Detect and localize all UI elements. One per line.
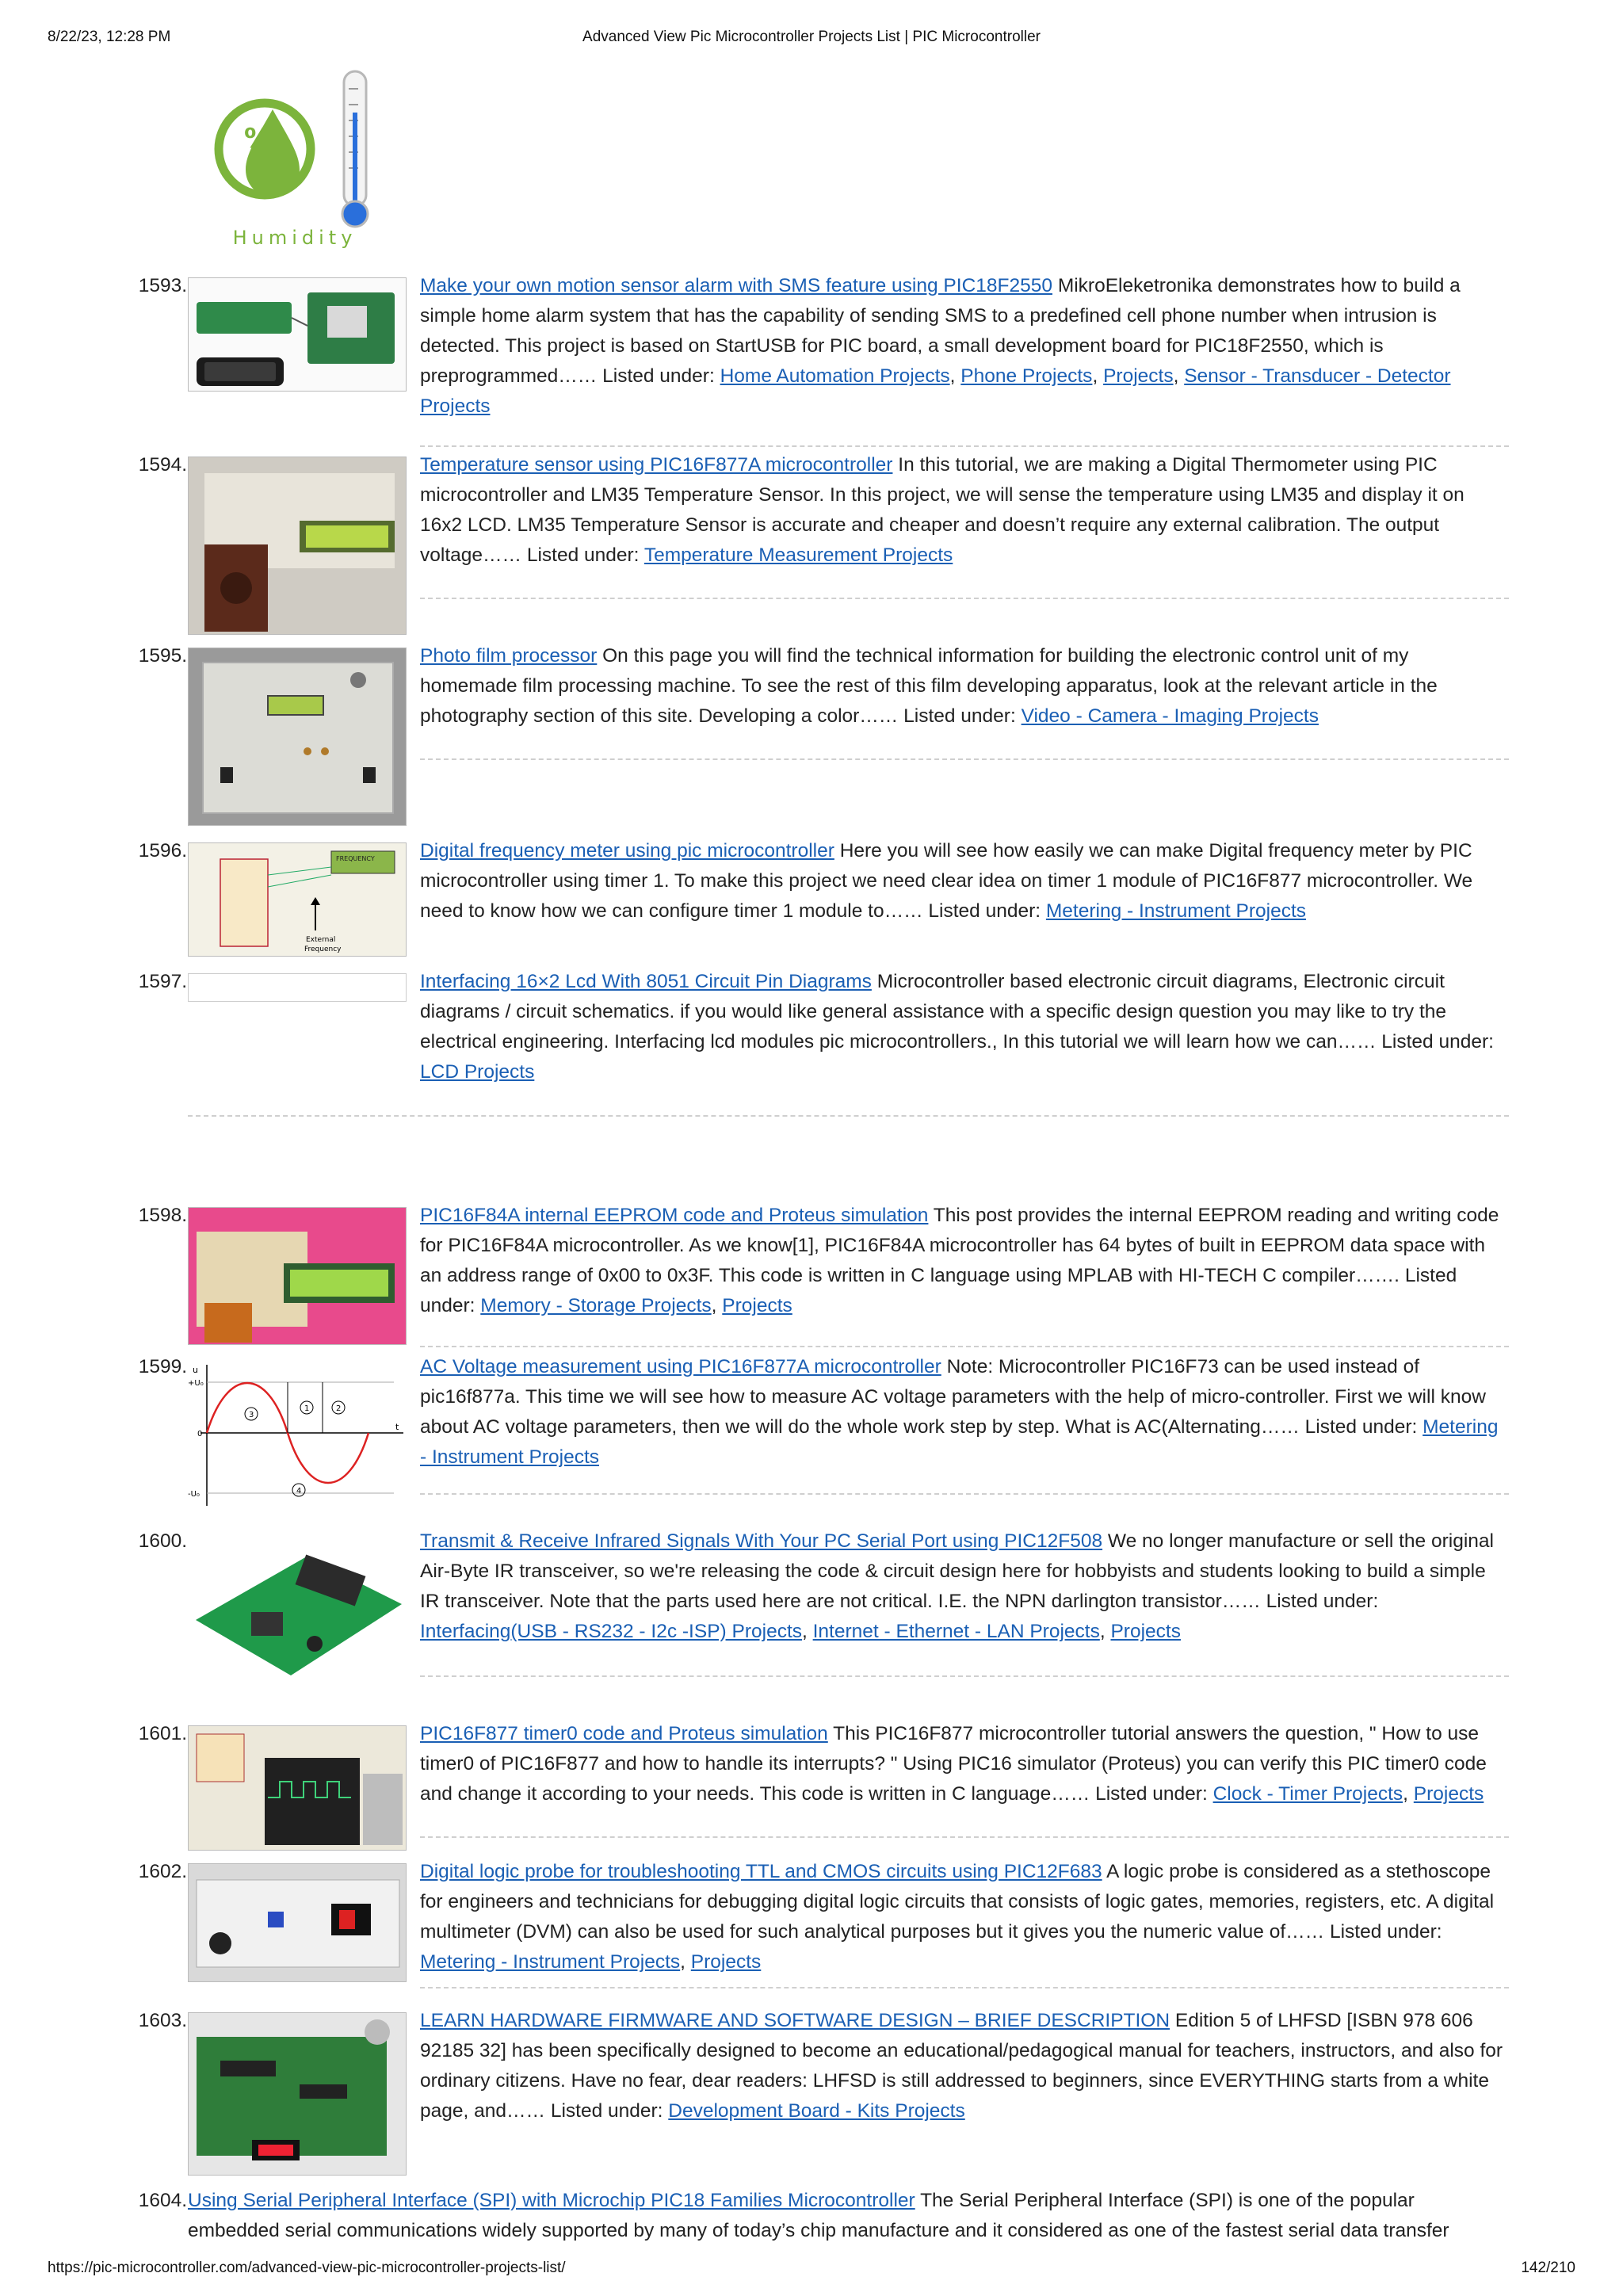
item-number: 1599. <box>138 1356 187 1377</box>
humidity-icon <box>208 65 382 252</box>
print-page-number: 142/210 <box>1521 2260 1575 2276</box>
category-link[interactable]: Internet - Ethernet - LAN Projects <box>812 1621 1100 1642</box>
listed-under-label: Listed under: <box>526 544 640 566</box>
item-description: MikroEleketronika demonstrates how to build a simple home alarm system that has the capability of sending SMS to a predefined cell phone number when intrusion is detected. This project is based on StartUSB for PIC board, a small development board for PIC18F2550, which is preprogrammed…… <box>420 275 1461 387</box>
item-title-link[interactable]: Interfacing 16×2 Lcd With 8051 Circuit Pin Diagrams <box>420 971 872 992</box>
broken-image-placeholder <box>188 973 407 1002</box>
listed-under-label: Listed under: <box>1329 1921 1442 1943</box>
listed-under-label: Listed under: <box>1381 1031 1494 1052</box>
item-number: 1598. <box>138 1205 187 1226</box>
listed-under-label: Listed under: <box>420 1265 1457 1316</box>
item-divider <box>420 445 1509 447</box>
item-number: 1604. <box>138 2190 187 2211</box>
item-divider <box>420 1836 1509 1838</box>
item-text: PIC16F84A internal EEPROM code and Proteus simulation This post provides the internal EEPROM reading and writing code for PIC16F84A microcontroller. As we know[1], PIC16F84A microcontroller has 64 bytes of built in EEPROM data space with an address range of 0x00 to 0x3F. This code is written in C language using MPLAB with HI-TECH C compiler……. Listed under: Memory - Storage Projects, Projects <box>420 1205 1499 1316</box>
category-link[interactable]: Projects <box>1103 365 1174 387</box>
item-text <box>188 2186 1509 2246</box>
item-text <box>420 2006 1509 2126</box>
motion-alarm-image <box>189 278 407 392</box>
item-number: 1603. <box>138 2010 187 2031</box>
listed-under-label: Listed under: <box>1095 1783 1208 1805</box>
item-thumbnail <box>188 1725 407 1851</box>
print-url: https://pic-microcontroller.com/advanced-view-pic-microcontroller-projects-list/ <box>48 2260 566 2276</box>
listed-under-label: Listed under: <box>550 2100 663 2122</box>
category-link[interactable]: Metering - Instrument Projects <box>420 1951 681 1973</box>
item-thumbnail <box>188 648 407 826</box>
category-link[interactable]: Video - Camera - Imaging Projects <box>1021 705 1319 727</box>
category-link[interactable]: Metering - Instrument Projects <box>1045 900 1307 922</box>
axis-neg-label: -U₀ <box>188 1490 200 1499</box>
humidity-caption: Humidity <box>232 227 357 249</box>
category-link[interactable]: Home Automation Projects <box>720 365 950 387</box>
print-header <box>48 29 1575 48</box>
item-text: Digital logic probe for troubleshooting TTL and CMOS circuits using PIC12F683 A logic probe is considered as a stethoscope for engineers and technicians for debugging digital logic circuits that consists of logic gates, memories, registers, etc. A digital multimeter (DVM) can also be used for such analytical purposes but it gives you the numeric value of…… Listed under: Metering - Instrument Projects, Projects <box>420 1861 1495 1973</box>
item-title-link[interactable]: Digital logic probe for troubleshooting TTL and CMOS circuits using PIC12F683 <box>420 1861 1102 1882</box>
humidity-thumbnail <box>208 65 382 252</box>
item-description: A logic probe is considered as a stethoscope for engineers and technicians for debugging digital logic circuits that consists of logic gates, memories, registers, etc. A digital multimeter (DVM) can also be used for such analytical purposes but it gives you the numeric value of…… <box>420 1861 1495 1943</box>
item-divider <box>420 1987 1509 1988</box>
item-divider <box>420 1675 1509 1677</box>
item-number: 1596. <box>138 840 187 861</box>
listed-under-label: Listed under: <box>1266 1591 1379 1612</box>
item-number: 1594. <box>138 454 187 476</box>
item-thumbnail <box>188 2012 407 2176</box>
circle-label: 1 <box>304 1404 310 1413</box>
item-number: 1595. <box>138 645 187 667</box>
item-text <box>420 450 1509 571</box>
item-number: 1593. <box>138 275 187 296</box>
category-link[interactable]: Sensor - Transducer - Detector Projects <box>420 365 1451 417</box>
axis-t-label: t <box>395 1422 399 1432</box>
print-page-title: Advanced View Pic Microcontroller Projects List | PIC Microcontroller <box>582 29 1041 45</box>
category-link[interactable]: LCD Projects <box>420 1061 535 1083</box>
item-title-link[interactable]: Photo film processor <box>420 645 598 667</box>
print-footer <box>48 2260 1575 2279</box>
category-link[interactable]: Projects <box>722 1295 792 1316</box>
item-number: 1602. <box>138 1861 187 1882</box>
listed-under-label: Listed under: <box>903 705 1016 727</box>
item-text: PIC16F877 timer0 code and Proteus simulation This PIC16F877 microcontroller tutorial answers the question, " How to use timer0 of PIC16F877 and how to handle its interrupts? " Using PIC16 simulator (Proteus) you can verify this PIC timer0 code and change it according to your needs. This code is written in C language…… Listed under: Clock - Timer Projects, Projects <box>420 1723 1487 1805</box>
item-divider <box>188 1115 1509 1117</box>
item-text <box>420 836 1509 926</box>
item-number: 1601. <box>138 1723 187 1744</box>
item-text: Make your own motion sensor alarm with SMS feature using PIC18F2550 MikroEleketronika demonstrates how to build a simple home alarm system that has the capability of sending SMS to a predefined cell phone number when intrusion is detected. This project is based on StartUSB for PIC board, a small development board for PIC18F2550, which is preprogrammed…… Listed under: Home Automation Projects, Phone Projects, Projects, Sensor - Transducer - Detector Projects <box>420 275 1461 417</box>
print-datetime: 8/22/23, 12:28 PM <box>48 29 171 45</box>
timer0-simulation-image <box>189 1726 407 1851</box>
listed-under-label: Listed under: <box>602 365 715 387</box>
item-thumbnail <box>188 277 407 392</box>
item-title-link[interactable]: Temperature sensor using PIC16F877A microcontroller <box>420 454 893 476</box>
item-title-link[interactable]: Transmit & Receive Infrared Signals With Your PC Serial Port using PIC12F508 <box>420 1530 1103 1552</box>
axis-u-label: u <box>193 1365 198 1375</box>
item-description: Microcontroller based electronic circuit diagrams, Electronic circuit diagrams / circuit schematics. if you would like general assistance with a specific design question you may like to try the electrical engineering. Interfacing lcd modules pic microcontrollers., In this tutorial we will learn how we can…… <box>420 971 1447 1052</box>
category-link[interactable]: Projects <box>690 1951 762 1973</box>
listed-under-label: Listed under: <box>1304 1416 1418 1438</box>
item-description: Edition 5 of LHFSD [ISBN 978 606 92185 32] has been specifically designed to become an educational/pedagogical manual for teachers, instructors, and also for ordinary citizens. Have no fear, dear readers: LHFSD is still addressed to beginners, since EVERYTHING starts from a white page, and…… <box>420 2010 1503 2122</box>
item-text <box>420 1352 1509 1473</box>
external-label: External <box>306 936 336 944</box>
category-link[interactable]: Temperature Measurement Projects <box>643 544 953 566</box>
item-title-link[interactable]: Digital frequency meter using pic microcontroller <box>420 840 834 861</box>
item-thumbnail <box>188 1533 407 1682</box>
item-title-link[interactable]: LEARN HARDWARE FIRMWARE AND SOFTWARE DESIGN – BRIEF DESCRIPTION <box>420 2010 1170 2031</box>
item-description: On this page you will find the technical information for building the electronic control unit of my homemade film processing machine. To see the rest of this film developing apparatus, look at the relevant article in the photography section of this site. Developing a color…… <box>420 645 1438 727</box>
item-title-link[interactable]: PIC16F84A internal EEPROM code and Proteus simulation <box>420 1205 929 1226</box>
circle-label: 4 <box>296 1487 302 1496</box>
item-title-link[interactable]: Using Serial Peripheral Interface (SPI) with Microchip PIC18 Families Microcontroller <box>188 2190 915 2211</box>
item-description: Here you will see how easily we can make Digital frequency meter by PIC microcontroller using timer 1. To make this project we need clear idea on timer 1 module of PIC16F877 microcontroller. We need to know how we can configure timer 1 module to…… <box>420 840 1473 922</box>
item-title-link[interactable]: Make your own motion sensor alarm with SMS feature using PIC18F2550 <box>420 275 1052 296</box>
item-thumbnail <box>188 1358 407 1507</box>
item-divider <box>420 1346 1509 1347</box>
list-item <box>132 271 1509 417</box>
item-thumbnail <box>188 842 407 957</box>
item-number: 1597. <box>138 971 187 992</box>
circle-label: 2 <box>336 1404 342 1413</box>
item-title-link[interactable]: AC Voltage measurement using PIC16F877A microcontroller <box>420 1356 941 1377</box>
item-description: The Serial Peripheral Interface (SPI) is one of the popular embedded serial communications widely supported by many of today’s chip manufacture and it considered as one of the fastest serial data transfer <box>188 2190 1449 2241</box>
photo-film-processor-image <box>189 648 407 826</box>
frequency-label: Frequency <box>304 946 342 953</box>
item-text <box>420 641 1509 732</box>
item-description: In this tutorial, we are making a Digital Thermometer using PIC microcontroller and LM35 Temperature Sensor. In this project, we will sense the temperature using LM35 and display it on 16x2 LCD. LM35 Temperature Sensor is accurate and cheaper and doesn’t require any external calibration. The output voltage…… <box>420 454 1465 566</box>
item-thumbnail <box>188 1207 407 1345</box>
eeprom-board-image <box>189 1208 407 1345</box>
item-divider <box>420 598 1509 599</box>
temperature-sensor-image <box>189 457 407 635</box>
item-text <box>420 967 1509 1087</box>
logic-probe-image <box>189 1864 407 1982</box>
circle-label: 3 <box>249 1411 254 1419</box>
axis-zero-label: 0 <box>197 1430 203 1438</box>
frequency-meter-schematic <box>189 843 407 957</box>
listed-under-label: Listed under: <box>928 900 1041 922</box>
category-link[interactable]: Interfacing(USB - RS232 - I2c -ISP) Projects <box>420 1621 802 1642</box>
item-description: This post provides the internal EEPROM reading and writing code for PIC16F84A microcontroller. As we know[1], PIC16F84A microcontroller has 64 bytes of built in EEPROM data space with an address range of 0x00 to 0x3F. This code is written in C language using MPLAB with HI-TECH C compiler……. <box>420 1205 1499 1286</box>
item-description: Note: Microcontroller PIC16F73 can be used instead of pic16f877a. This time we will see how to measure AC voltage parameters with the help of micro-controller. First we will know about AC voltage parameters, then we will do the whole work step by step. What is AC(Alternating…… <box>420 1356 1486 1438</box>
item-divider <box>420 1493 1509 1495</box>
category-link[interactable]: Memory - Storage Projects <box>480 1295 712 1316</box>
category-link[interactable]: Metering - Instrument Projects <box>420 1416 1499 1468</box>
category-link[interactable]: Projects <box>1110 1621 1181 1642</box>
percent-glyph: % <box>244 123 272 155</box>
axis-u0-label: +U₀ <box>188 1379 204 1388</box>
item-description: We no longer manufacture or sell the original Air-Byte IR transceiver, so we're releasing the code & circuit design here for hobbyists and students looking to build a simple IR transceiver. Note that the parts used here are not critical. I.E. the NPN darlington transistor…… <box>420 1530 1494 1612</box>
item-number: 1600. <box>138 1530 187 1552</box>
ir-transceiver-image <box>188 1533 407 1682</box>
item-text: Transmit & Receive Infrared Signals With Your PC Serial Port using PIC12F508 We no longer manufacture or sell the original Air-Byte IR transceiver, so we're releasing the code & circuit design here for hobbyists and students looking to build a simple IR transceiver. Note that the parts used here are not critical. I.E. the NPN darlington transistor…… Listed under: Interfacing(USB - RS232 - I2c -ISP) Projects, Internet - Ethernet - LAN Projects, Projects <box>420 1530 1494 1642</box>
category-link[interactable]: Projects <box>1413 1783 1484 1805</box>
item-title-link[interactable]: PIC16F877 timer0 code and Proteus simulation <box>420 1723 828 1744</box>
ac-sine-wave-diagram <box>188 1358 407 1507</box>
item-divider <box>420 758 1509 760</box>
lcd-label: FREQUENCY <box>336 855 375 862</box>
item-description: This PIC16F877 microcontroller tutorial answers the question, " How to use timer0 of PIC16F877 and how to handle its interrupts? " Using PIC16 simulator (Proteus) you can verify this PIC timer0 code and change it according to your needs. This code is written in C language…… <box>420 1723 1487 1805</box>
category-link[interactable]: Clock - Timer Projects <box>1212 1783 1403 1805</box>
category-link[interactable]: Development Board - Kits Projects <box>668 2100 965 2122</box>
category-link[interactable]: Phone Projects <box>960 365 1093 387</box>
lhfsd-board-image <box>189 2013 407 2176</box>
item-thumbnail <box>188 1863 407 1982</box>
item-thumbnail <box>188 457 407 635</box>
